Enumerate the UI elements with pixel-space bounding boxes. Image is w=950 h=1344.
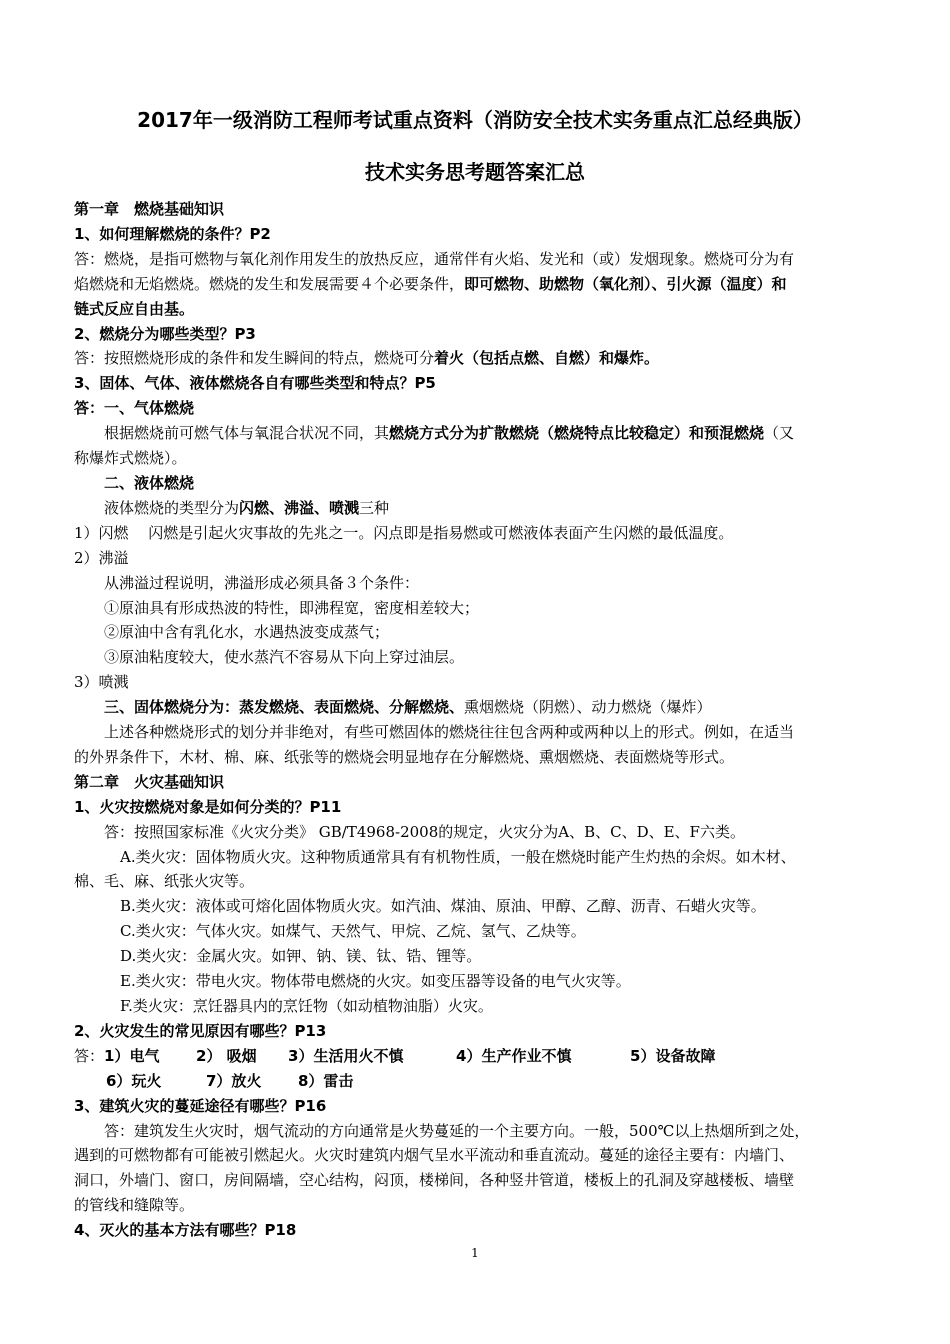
boilover-condition: ③原油粘度较大，使水蒸汽不容易从下向上穿过油层。 bbox=[104, 648, 465, 667]
liquid-combustion-heading: 二、液体燃烧 bbox=[104, 473, 195, 492]
answer-emphasis: 闪燃、沸溢、喷溅 bbox=[239, 498, 360, 517]
answer-1-1-line: 答：燃烧，是指可燃物与氧化剂作用发生的放热反应，通常伴有火焰、发光和（或）发烟现象。燃烧可分为有 bbox=[74, 249, 795, 268]
fire-cause: 5）设备故障 bbox=[630, 1046, 716, 1065]
fire-class-e: E.类火灾：带电火灾。物体带电燃烧的火灾。如变压器等设备的电气火灾等。 bbox=[120, 972, 631, 991]
fire-causes-line bbox=[74, 1044, 882, 1069]
question-2-4: 4、灭火的基本方法有哪些？P18 bbox=[74, 1221, 297, 1240]
fire-classification-intro: 答：按照国家标准《火灾分类》 GB/T4968-2008的规定，火灾分为A、B、C、D、E、F六类。 bbox=[104, 822, 745, 841]
answer-text: 三种 bbox=[359, 498, 390, 517]
solid-combustion-types bbox=[74, 695, 882, 720]
gas-combustion-line bbox=[74, 421, 882, 446]
question-1-2: 2、燃烧分为哪些类型？P3 bbox=[74, 324, 256, 343]
fire-cause: 2） 吸烟 bbox=[196, 1046, 257, 1065]
gas-combustion-line: 称爆炸式燃烧）。 bbox=[74, 449, 187, 468]
fire-class-d: D.类火灾：金属火灾。如钾、钠、镁、钛、锆、锂等。 bbox=[120, 947, 482, 966]
fire-cause: 1）电气 bbox=[104, 1046, 160, 1065]
fire-cause: 3）生活用火不慎 bbox=[288, 1046, 404, 1065]
fire-class-b: B.类火灾：液体或可熔化固体物质火灾。如汽油、煤油、原油、甲醇、乙醇、沥青、石蜡火灾等。 bbox=[120, 897, 766, 916]
fire-spread-paragraph: 洞口，外墙门、窗口，房间隔墙，空心结构，闷顶，楼梯间，各种竖井管道，楼板上的孔洞及穿越楼板、墙壁 bbox=[74, 1171, 795, 1190]
fire-class-c: C.类火灾：气体火灾。如煤气、天然气、甲烷、乙烷、氢气、乙炔等。 bbox=[120, 922, 586, 941]
flash-fire-item: 1）闪燃 闪燃是引起火灾事故的先兆之一。闪点即是指易燃或可燃液体表面产生闪燃的最低温度。 bbox=[74, 523, 734, 542]
fire-class-f: F.类火灾：烹饪器具内的烹饪物（如动植物油脂）火灾。 bbox=[120, 997, 493, 1015]
boilover-condition: ①原油具有形成热波的特性，即沸程宽，密度相差较大； bbox=[104, 598, 480, 617]
fire-cause: 6）玩火 bbox=[106, 1071, 162, 1090]
answer-text: 液体燃烧的类型分为 bbox=[104, 498, 240, 517]
answer-1-2 bbox=[74, 346, 882, 371]
fire-spread-paragraph: 遇到的可燃物都有可能被引燃起火。火灾时建筑内烟气呈水平流动和垂直流动。蔓延的途径主要有：内墙门、 bbox=[74, 1146, 795, 1165]
answer-1-1-line: 链式反应自由基。 bbox=[74, 299, 195, 318]
gas-combustion-heading: 答：一、气体燃烧 bbox=[74, 399, 195, 418]
document-title: 2017年一级消防工程师考试重点资料（消防安全技术实务重点汇总经典版） bbox=[137, 108, 813, 132]
fire-spread-paragraph: 答：建筑发生火灾时，烟气流动的方向通常是火势蔓延的一个主要方向。一般，500℃以上热烟所到之处， bbox=[104, 1121, 810, 1140]
boilover-condition: ②原油中含有乳化水，水遇热波变成蒸气； bbox=[104, 623, 390, 642]
answer-text: （又 bbox=[764, 424, 795, 443]
liquid-combustion-types bbox=[74, 496, 882, 521]
boilover-item: 2）沸溢 bbox=[74, 548, 129, 567]
answer-text: 熏烟燃烧（阴燃）、动力燃烧（爆炸） bbox=[464, 698, 712, 717]
fire-spread-paragraph: 的管线和缝隙等。 bbox=[74, 1196, 195, 1215]
page-number: 1 bbox=[471, 1246, 479, 1260]
question-2-1: 1、火灾按燃烧对象是如何分类的？P11 bbox=[74, 797, 342, 816]
boilover-intro: 从沸溢过程说明，沸溢形成必须具备３个条件： bbox=[104, 573, 420, 592]
question-2-2: 2、火灾发生的常见原因有哪些？P13 bbox=[74, 1021, 327, 1040]
chapter-1-heading: 第一章 燃烧基础知识 bbox=[74, 200, 225, 218]
question-2-3: 3、建筑火灾的蔓延途径有哪些？P16 bbox=[74, 1096, 327, 1115]
chapter-2-heading: 第二章 火灾基础知识 bbox=[74, 772, 225, 791]
fire-cause: 8）雷击 bbox=[298, 1071, 354, 1090]
answer-1-1-line bbox=[74, 272, 882, 297]
question-1-3: 3、固体、气体、液体燃烧各自有哪些类型和特点？P5 bbox=[74, 374, 436, 393]
answer-text: 焰燃烧和无焰燃烧。燃烧的发生和发展需要４个必要条件， bbox=[74, 274, 465, 293]
answer-emphasis: 着火（包括点燃、自燃）和爆炸。 bbox=[434, 349, 660, 368]
fire-cause: 7）放火 bbox=[206, 1071, 262, 1090]
fire-class-a: A.类火灾：固体物质火灾。这种物质通常具有有机物性质，一般在燃烧时能产生灼热的余烬。如木材、 bbox=[120, 847, 796, 866]
fire-cause: 4）生产作业不慎 bbox=[456, 1046, 572, 1065]
answer-emphasis: 即可燃物、助燃物（氧化剂）、引火源（温度）和 bbox=[464, 274, 787, 293]
question-1-1: 1、如何理解燃烧的条件？P2 bbox=[74, 224, 271, 243]
fire-causes-line bbox=[74, 1069, 882, 1094]
document-subtitle: 技术实务思考题答案汇总 bbox=[365, 160, 585, 184]
solid-combustion-paragraph: 的外界条件下，木材、棉、麻、纸张等的燃烧会明显地存在分解燃烧、熏烟燃烧、表面燃烧等形式。 bbox=[74, 747, 735, 766]
answer-emphasis: 燃烧方式分为扩散燃烧（燃烧特点比较稳定）和预混燃烧 bbox=[389, 424, 765, 443]
fire-class-a: 棉、毛、麻、纸张火灾等。 bbox=[74, 872, 255, 891]
answer-text: 答：按照燃烧形成的条件和发生瞬间的特点，燃烧可分 bbox=[74, 349, 435, 368]
answer-emphasis: 三、固体燃烧分为：蒸发燃烧、表面燃烧、分解燃烧、 bbox=[104, 698, 465, 717]
splash-item: 3）喷溅 bbox=[74, 673, 129, 692]
answer-text: 根据燃烧前可燃气体与氧混合状况不同，其 bbox=[104, 424, 390, 443]
answer-prefix: 答： bbox=[74, 1046, 105, 1065]
solid-combustion-paragraph: 上述各种燃烧形式的划分并非绝对，有些可燃固体的燃烧往往包含两种或两种以上的形式。例如，在适当 bbox=[104, 723, 795, 742]
document-body bbox=[74, 197, 882, 1243]
